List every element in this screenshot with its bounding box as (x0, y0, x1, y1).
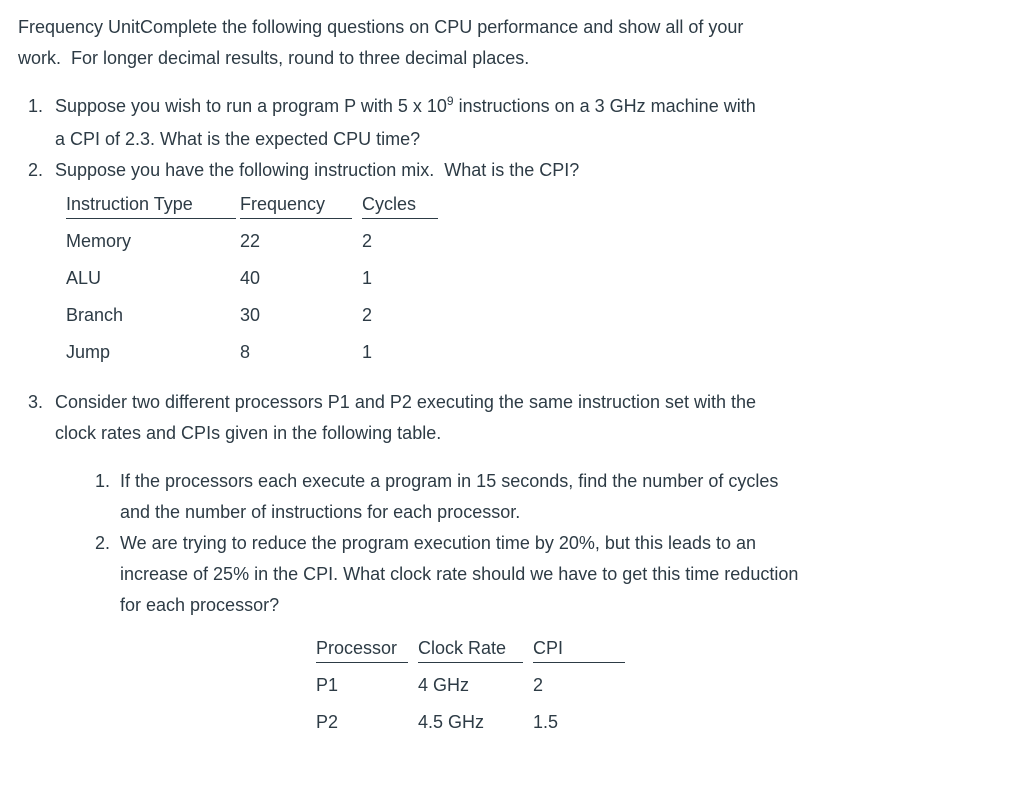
table-cell: 1 (362, 342, 373, 362)
table-cell: 2 (533, 675, 544, 695)
question-2 (28, 155, 1024, 186)
intro-line-1: Frequency UnitComplete the following questions on CPU performance and show all of your (18, 17, 744, 37)
list-number: 3. (28, 392, 44, 412)
list-number: 2. (28, 160, 44, 180)
subquestion-2 (95, 528, 1024, 621)
question-2-line-1: Suppose you have the following instruction mix. What is the CPI? (55, 160, 580, 180)
question-1 (28, 91, 1024, 155)
subquestion-2-line-2: increase of 25% in the CPI. What clock rate should we have to get this time reduction (120, 564, 799, 584)
table-header-cell: Instruction Type (66, 186, 240, 223)
table-row (66, 223, 1024, 260)
table-row (66, 297, 1024, 334)
table-header-cell: Processor (316, 630, 418, 667)
table-header-row (316, 630, 1024, 667)
instruction-mix-table (66, 186, 1024, 371)
table-header-cell: CPI (533, 630, 633, 667)
table-cell: 4.5 GHz (418, 712, 485, 732)
intro-line-2: work. For longer decimal results, round to three decimal places. (18, 48, 530, 68)
table-cell: 1 (362, 268, 373, 288)
subquestion-1-line-2: and the number of instructions for each processor. (120, 502, 521, 522)
table-cell: P2 (316, 712, 339, 732)
table-row (66, 334, 1024, 371)
question-3-line-2: clock rates and CPIs given in the following table. (55, 423, 442, 443)
table-cell: 22 (240, 231, 261, 251)
question-1-line-2: a CPI of 2.3. What is the expected CPU time? (55, 129, 421, 149)
table-cell: Branch (66, 305, 124, 325)
table-cell: 8 (240, 342, 251, 362)
question-3 (28, 387, 1024, 621)
document-page (0, 12, 1024, 741)
question-3-sublist (95, 466, 1024, 621)
subquestion-1-line-1: If the processors each execute a program in 15 seconds, find the number of cycles (120, 471, 779, 491)
table-header-row (66, 186, 1024, 223)
table-cell: 2 (362, 231, 373, 251)
subquestion-2-line-3: for each processor? (120, 595, 280, 615)
table-cell: 2 (362, 305, 373, 325)
table-cell: 40 (240, 268, 261, 288)
question-3-line-1: Consider two different processors P1 and P2 executing the same instruction set with the (55, 392, 757, 412)
table-cell: 1.5 (533, 712, 559, 732)
list-number: 1. (95, 471, 111, 491)
intro-paragraph (18, 12, 1024, 74)
subquestion-1 (95, 466, 1024, 528)
question-1-line-1: Suppose you wish to run a program P with 5 x $10^9$ instructions on a 3 GHz machine with (55, 94, 756, 116)
table-cell: Memory (66, 231, 132, 251)
table-cell: 4 GHz (418, 675, 470, 695)
table-row (66, 260, 1024, 297)
table-header-cell: Clock Rate (418, 630, 533, 667)
processor-table (316, 630, 1024, 741)
subquestion-2-line-1: We are trying to reduce the program execution time by 20%, but this leads to an (120, 533, 757, 553)
superscript-exponent: 9 (446, 94, 454, 108)
table-row (316, 704, 1024, 741)
table-cell: 30 (240, 305, 261, 325)
list-number: 2. (95, 533, 111, 553)
table-row (316, 667, 1024, 704)
table-header-cell: Cycles (362, 186, 452, 223)
question-list (28, 91, 1024, 741)
table-cell: P1 (316, 675, 339, 695)
table-cell: ALU (66, 268, 102, 288)
table-header-cell: Frequency (240, 186, 362, 223)
list-number: 1. (28, 96, 44, 116)
table-cell: Jump (66, 342, 111, 362)
